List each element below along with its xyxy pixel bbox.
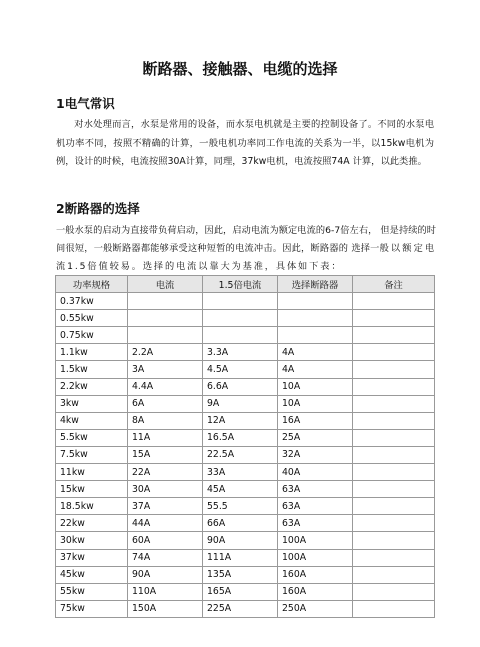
current-1-5x-cell: 225A [203, 600, 278, 617]
current-cell [128, 327, 203, 344]
current-cell: 30A [128, 481, 203, 498]
header-breaker: 选择断路器 [278, 276, 353, 293]
current-1-5x-cell: 4.5A [203, 361, 278, 378]
current-cell: 37A [128, 498, 203, 515]
breaker-cell [278, 327, 353, 344]
power-cell: 1.1kw [56, 344, 128, 361]
notes-cell [353, 378, 435, 395]
table-row [56, 566, 435, 583]
current-1-5x-cell: 9A [203, 395, 278, 412]
header-notes: 备注 [353, 276, 435, 293]
breaker-cell: 100A [278, 549, 353, 566]
power-cell: 37kw [56, 549, 128, 566]
breaker-cell: 16A [278, 412, 353, 429]
current-1-5x-cell: 45A [203, 481, 278, 498]
breaker-cell: 160A [278, 583, 353, 600]
current-1-5x-cell: 16.5A [203, 429, 278, 446]
breaker-cell [278, 310, 353, 327]
current-cell: 74A [128, 549, 203, 566]
current-cell: 4.4A [128, 378, 203, 395]
power-cell: 0.37kw [56, 293, 128, 310]
breaker-cell: 4A [278, 361, 353, 378]
table-row [56, 344, 435, 361]
table-header-row [56, 276, 435, 293]
table-row [56, 361, 435, 378]
current-cell: 60A [128, 532, 203, 549]
breaker-cell: 100A [278, 532, 353, 549]
power-cell: 0.55kw [56, 310, 128, 327]
current-cell: 22A [128, 464, 203, 481]
current-cell: 11A [128, 429, 203, 446]
current-1-5x-cell: 3.3A [203, 344, 278, 361]
power-cell: 2.2kw [56, 378, 128, 395]
notes-cell [353, 464, 435, 481]
power-cell: 45kw [56, 566, 128, 583]
paragraph-text: 对水处理而言，水泵是常用的设备，而水泵电机就是主要的控制设备了。不同的水泵电机功率不同，按照不精确的计算，一般电机功率同工作电流的关系为一半，以15kw电机为例，设计的时候，电流按照30A计算，同理，37kw电机，电流按照74A 计算，以此类推。 [56, 119, 434, 167]
breaker-cell: 40A [278, 464, 353, 481]
current-1-5x-cell: 135A [203, 566, 278, 583]
current-1-5x-cell: 6.6A [203, 378, 278, 395]
current-cell [128, 293, 203, 310]
breaker-cell: 10A [278, 378, 353, 395]
header-power: 功率规格 [56, 276, 128, 293]
notes-cell [353, 481, 435, 498]
breaker-cell: 10A [278, 395, 353, 412]
table-row [56, 446, 435, 463]
notes-cell [353, 429, 435, 446]
notes-cell [353, 498, 435, 515]
table-row [56, 412, 435, 429]
current-1-5x-cell [203, 310, 278, 327]
power-cell: 5.5kw [56, 429, 128, 446]
current-cell: 110A [128, 583, 203, 600]
notes-cell [353, 549, 435, 566]
paragraph-text-b: 般以额定电流1.5倍值较易。选择的电流以靠大为基准，具体如下表： [56, 243, 436, 272]
notes-cell [353, 395, 435, 412]
current-1-5x-cell [203, 327, 278, 344]
current-cell: 3A [128, 361, 203, 378]
breaker-cell: 250A [278, 600, 353, 617]
breaker-cell: 32A [278, 446, 353, 463]
header-current: 电流 [128, 276, 203, 293]
breaker-spec-table [55, 275, 435, 618]
breaker-cell: 4A [278, 344, 353, 361]
notes-cell [353, 446, 435, 463]
power-cell: 11kw [56, 464, 128, 481]
breaker-cell: 63A [278, 481, 353, 498]
breaker-cell: 160A [278, 566, 353, 583]
notes-cell [353, 344, 435, 361]
current-1-5x-cell: 55.5 [203, 498, 278, 515]
current-cell: 2.2A [128, 344, 203, 361]
table-row [56, 310, 435, 327]
notes-cell [353, 600, 435, 617]
current-cell: 15A [128, 446, 203, 463]
current-1-5x-cell: 165A [203, 583, 278, 600]
paragraph-breaker-selection [56, 222, 436, 276]
power-cell: 3kw [56, 395, 128, 412]
table-row [56, 498, 435, 515]
table-row [56, 515, 435, 532]
power-cell: 30kw [56, 532, 128, 549]
section-heading-electrical-basics: 1电气常识 [56, 96, 115, 111]
notes-cell [353, 293, 435, 310]
notes-cell [353, 515, 435, 532]
current-cell: 90A [128, 566, 203, 583]
table-row [56, 532, 435, 549]
current-cell: 150A [128, 600, 203, 617]
breaker-cell [278, 293, 353, 310]
table-row [56, 481, 435, 498]
power-cell: 18.5kw [56, 498, 128, 515]
current-cell [128, 310, 203, 327]
current-cell: 44A [128, 515, 203, 532]
power-cell: 22kw [56, 515, 128, 532]
breaker-cell: 25A [278, 429, 353, 446]
current-1-5x-cell: 111A [203, 549, 278, 566]
power-cell: 0.75kw [56, 327, 128, 344]
notes-cell [353, 583, 435, 600]
table-row [56, 293, 435, 310]
current-1-5x-cell: 66A [203, 515, 278, 532]
notes-cell [353, 361, 435, 378]
current-cell: 6A [128, 395, 203, 412]
table-row [56, 429, 435, 446]
breaker-cell: 63A [278, 515, 353, 532]
power-cell: 55kw [56, 583, 128, 600]
power-cell: 7.5kw [56, 446, 128, 463]
notes-cell [353, 412, 435, 429]
notes-cell [353, 532, 435, 549]
table-row [56, 549, 435, 566]
section-heading-breaker-selection: 2断路器的选择 [56, 201, 140, 216]
power-cell: 1.5kw [56, 361, 128, 378]
table-row [56, 583, 435, 600]
page-title: 断路器、接触器、电缆的选择 [142, 60, 338, 78]
power-cell: 75kw [56, 600, 128, 617]
notes-cell [353, 310, 435, 327]
current-1-5x-cell: 22.5A [203, 446, 278, 463]
paragraph-text-a: 一般水泵的启动为直接带负荷启动，因此，启动电流为额定电流的6-7倍左右， 但是持续的时间很短，一般断路器都能够承受这种短暂的电流冲击。因此，断路器的 选择一 [56, 225, 436, 254]
notes-cell [353, 327, 435, 344]
current-cell: 8A [128, 412, 203, 429]
header-1-5x-current: 1.5倍电流 [203, 276, 278, 293]
notes-cell [353, 566, 435, 583]
paragraph-electrical-basics [56, 116, 434, 172]
current-1-5x-cell: 90A [203, 532, 278, 549]
current-1-5x-cell [203, 293, 278, 310]
current-1-5x-cell: 12A [203, 412, 278, 429]
power-cell: 15kw [56, 481, 128, 498]
breaker-cell: 63A [278, 498, 353, 515]
table-row [56, 395, 435, 412]
current-1-5x-cell: 33A [203, 464, 278, 481]
table-row [56, 327, 435, 344]
power-cell: 4kw [56, 412, 128, 429]
table-row [56, 464, 435, 481]
table-row [56, 378, 435, 395]
table-row [56, 600, 435, 617]
